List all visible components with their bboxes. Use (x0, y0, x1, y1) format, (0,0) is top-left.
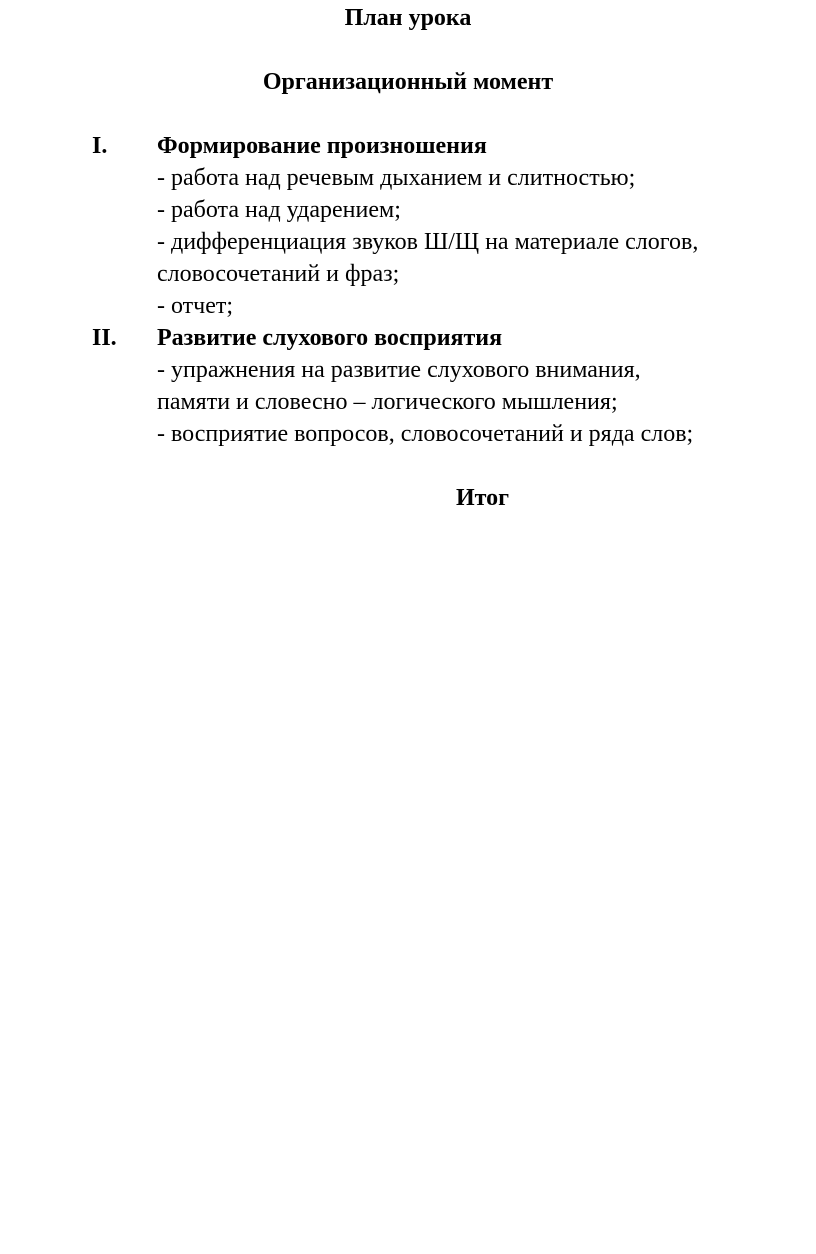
section-item-list (92, 162, 792, 322)
list-item: - дифференциация звуков Ш/Щ на материале слогов, (157, 229, 699, 255)
section-heading: Развитие слухового восприятия (157, 325, 503, 351)
section-item-list (92, 354, 792, 450)
list-item: - восприятие вопросов, словосочетаний и ряда слов; (157, 421, 694, 447)
list-item: словосочетаний и фраз; (157, 261, 400, 287)
list-item: - отчет; (157, 293, 234, 319)
section-numeral: II. (92, 325, 117, 351)
list-item: - работа над речевым дыханием и слитностью; (157, 165, 636, 191)
list-item: - работа над ударением; (157, 197, 401, 223)
page-subtitle: Организационный момент (262, 69, 554, 95)
list-item: - упражнения на развитие слухового внимания, (157, 357, 641, 383)
section-header (92, 322, 792, 354)
list-item: памяти и словесно – логического мышления; (157, 389, 618, 415)
section-auditory-perception (92, 322, 792, 450)
page-title: План урока (344, 5, 472, 31)
section-header (92, 130, 792, 162)
summary-label: Итог (456, 485, 510, 511)
section-formation-pronunciation (92, 130, 792, 322)
section-heading: Формирование произношения (157, 133, 487, 159)
section-numeral: I. (92, 133, 108, 159)
